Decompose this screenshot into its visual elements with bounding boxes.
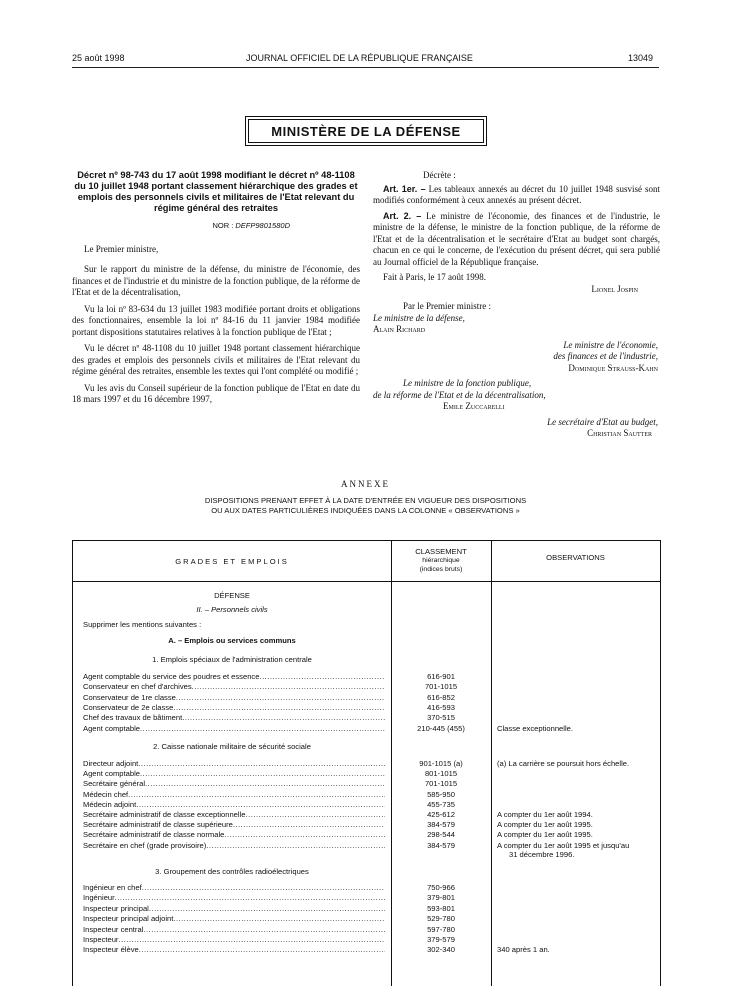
grade-label: Agent comptable ..... xyxy=(83,724,385,733)
fait-a-paris: Fait à Paris, le 17 août 1998. xyxy=(383,272,486,282)
ministry-title: MINISTÈRE DE LA DÉFENSE xyxy=(245,116,487,146)
annexe-subtitle-line-2: OU AUX DATES PARTICULIÈRES INDIQUÉES DANS LA COLONNE « OBSERVATIONS » xyxy=(211,506,520,515)
observation: A compter du 1er août 1995. xyxy=(497,820,593,830)
classement-value: 801-1015 xyxy=(424,769,458,779)
grade-label: Conservateur de 2e classe ..... xyxy=(83,703,385,712)
grade-label: Chef des travaux de bâtiment ..... xyxy=(83,713,385,722)
table-row xyxy=(73,800,660,809)
classement-value: 701-1015 xyxy=(424,682,458,692)
header-date: 25 août 1998 xyxy=(72,53,125,63)
table-row xyxy=(73,945,660,954)
eco-minister-title: Le ministre de l'économie, xyxy=(563,339,658,350)
budget-secretary-name: Christian Sautter xyxy=(587,428,652,438)
signer-premier-ministre: Lionel Jospin xyxy=(591,283,638,294)
grade-label: Ingénieur en chef ..... xyxy=(83,883,385,892)
grade-label: Secrétaire en chef (grade provisoire) ..... xyxy=(83,841,385,850)
classement-value: 585-950 xyxy=(427,789,455,799)
classement-value: 750-966 xyxy=(427,883,455,892)
visa-paragraph: Vu la loi nº 83-634 du 13 juillet 1983 modifiée portant droits et obligations des fonctionnaires, ensemble la loi nº 84-16 du 11 janvier 1984 modifiée portant dispositions statutaires relatives à la fonction publique de l'Etat ; xyxy=(72,303,360,337)
classement-value: 597-780 xyxy=(427,924,455,934)
header-classement: CLASSEMENT hiérarchique (indices bruts) xyxy=(415,547,467,573)
visa-paragraph: Sur le rapport du ministre de la défense, du ministre de l'économie, des finances et de l'industrie et du ministre de la fonction publique, de la réforme de l'Etat et de la décentralisation, xyxy=(72,264,360,297)
section-a: A. – Emplois ou services communs xyxy=(168,636,296,645)
grade-label: Directeur adjoint ..... xyxy=(83,759,385,768)
grade-label: Secrétaire général ..... xyxy=(83,779,385,788)
grade-label: Conservateur en chef d'archives ..... xyxy=(83,682,385,691)
grade-label: Inspecteur central ..... xyxy=(83,925,385,934)
fp-minister-name: Emile Zuccarelli xyxy=(443,401,505,411)
classement-value: 616-852 xyxy=(427,692,455,702)
header-divider xyxy=(73,581,660,582)
table-row xyxy=(73,925,660,934)
grade-label: Agent comptable du service des poudres et essence ..... xyxy=(83,672,385,681)
classement-value: 455-735 xyxy=(427,799,455,809)
observation-continued: 31 décembre 1996. xyxy=(509,850,575,859)
classement-value: 370-515 xyxy=(427,713,455,723)
table-row xyxy=(73,935,660,944)
nor-code: DEFP9801580D xyxy=(235,221,290,230)
table-row xyxy=(73,703,660,712)
table-row xyxy=(73,769,660,778)
table-row xyxy=(73,682,660,691)
visa-paragraph: Vu les avis du Conseil supérieur de la fonction publique de l'Etat en date du 18 mars 1997 et du 16 décembre 1997, xyxy=(72,382,360,404)
visa-paragraph: Vu le décret nº 48-1108 du 10 juillet 1948 portant classement hiérarchique des grades et emplois des personnels civils et militaires de l'Etat relevant du régime général des retraites, ensemble les textes qui l'ont complété ou modifié ; xyxy=(72,343,360,376)
table-row xyxy=(73,841,660,850)
classement-value: 379-579 xyxy=(427,935,455,944)
table-row xyxy=(73,790,660,799)
table-row xyxy=(73,820,660,829)
section-personnels-civils: II. – Personnels civils xyxy=(196,605,268,614)
classement-value: 384-579 xyxy=(427,820,455,830)
classement-value: 616-901 xyxy=(427,672,455,681)
article-2: Art. 2. – Le ministre de l'économie, des finances et de l'industrie, le ministre de la défense, le ministre de la fonction publique, de la réforme de l'Etat et de la décentralisation et le secrétaire d'Etat au budget sont chargés, chacun en ce qui le concerne, de l'exécution du présent décret, qui sera publié au Journal officiel de la République française. xyxy=(373,210,660,267)
table-row xyxy=(73,830,660,839)
grade-label: Ingénieur ..... xyxy=(83,893,385,902)
group-1-title: 1. Emplois spéciaux de l'administration centrale xyxy=(152,655,312,664)
premier-ministre: Le Premier ministre, xyxy=(84,243,159,254)
budget-secretary-title: Le secrétaire d'Etat au budget, xyxy=(547,416,658,427)
observation: 340 après 1 an. xyxy=(497,945,550,955)
classement-value: 384-579 xyxy=(427,840,455,850)
observation: (a) La carrière se poursuit hors échelle. xyxy=(497,759,630,768)
table-row xyxy=(73,693,660,702)
supprimer-mentions: Supprimer les mentions suivantes : xyxy=(83,620,202,629)
grade-label: Inspecteur principal adjoint ..... xyxy=(83,914,385,923)
grade-label: Secrétaire administratif de classe exceptionnelle ..... xyxy=(83,810,385,819)
table-row xyxy=(73,810,660,819)
table-row xyxy=(73,724,660,733)
annexe-table xyxy=(72,540,661,986)
classement-value: 529-780 xyxy=(427,914,455,924)
table-row xyxy=(73,713,660,722)
defense-minister-title: Le ministre de la défense, xyxy=(373,312,465,323)
classement-value: 425-612 xyxy=(427,810,455,819)
table-row xyxy=(73,759,660,768)
table-row xyxy=(73,893,660,902)
classement-value: 298-544 xyxy=(427,830,455,840)
observation: Classe exceptionnelle. xyxy=(497,723,573,733)
table-row xyxy=(73,914,660,923)
classement-value: 901-1015 (a) xyxy=(419,759,463,768)
annexe-subtitle xyxy=(0,496,731,516)
classement-value: 701-1015 xyxy=(424,779,458,789)
observation: A compter du 1er août 1995 et jusqu'au xyxy=(497,840,630,850)
observation: A compter du 1er août 1995. xyxy=(497,830,593,840)
fp-minister-title: Le ministre de la fonction publique, xyxy=(403,378,532,388)
header-grades: GRADES ET EMPLOIS xyxy=(175,557,289,566)
grade-label: Médecin adjoint ..... xyxy=(83,800,385,809)
left-column xyxy=(72,170,360,411)
observation: A compter du 1er août 1994. xyxy=(497,810,593,819)
group-2-title: 2. Caisse nationale militaire de sécurité sociale xyxy=(153,742,311,751)
defense-minister-name: Alain Richard xyxy=(373,324,426,334)
table-row xyxy=(73,672,660,681)
annexe-title: ANNEXE xyxy=(341,479,390,489)
classement-value: 416-593 xyxy=(427,702,455,712)
grade-label: Inspecteur ..... xyxy=(83,935,385,944)
fp-minister-title-2: de la réforme de l'Etat et de la décentralisation, xyxy=(373,389,546,400)
classement-value: 210-445 (455) xyxy=(417,723,465,733)
annexe-subtitle-line-1: DISPOSITIONS PRENANT EFFET À LA DATE D'ENTRÉE EN VIGUEUR DES DISPOSITIONS xyxy=(204,496,527,505)
header-rule xyxy=(72,67,659,68)
header-observations: OBSERVATIONS xyxy=(546,553,605,562)
group-3-title: 3. Groupement des contrôles radioélectriques xyxy=(155,867,309,876)
grade-label: Inspecteur principal ..... xyxy=(83,904,385,913)
grade-label: Médecin chef ..... xyxy=(83,790,385,799)
decree-title: Décret nº 98-743 du 17 août 1998 modifiant le décret nº 48-1108 du 10 juillet 1948 portant classement hiérarchique des grades et emplois des personnels civils et militaires de l'Etat relevant du régime général des retraites xyxy=(74,170,358,213)
grade-label: Inspecteur élève ..... xyxy=(83,945,385,954)
classement-value: 302-340 xyxy=(427,945,455,955)
nor-line: NOR : DEFP9801580D xyxy=(212,221,290,230)
classement-value: 593-801 xyxy=(427,903,455,913)
table-row xyxy=(73,883,660,892)
section-defense: DÉFENSE xyxy=(214,591,250,600)
classement-value: 379-801 xyxy=(427,893,455,903)
table-row xyxy=(73,779,660,788)
grade-label: Secrétaire administratif de classe normale ..... xyxy=(83,830,385,839)
grade-label: Conservateur de 1re classe ..... xyxy=(83,693,385,702)
eco-minister-name: Dominique Strauss-Kahn xyxy=(568,362,658,373)
grade-label: Secrétaire administratif de classe supérieure ..... xyxy=(83,820,385,829)
eco-minister-title-2: des finances et de l'industrie, xyxy=(553,351,658,361)
par-premier-ministre: Par le Premier ministre : xyxy=(403,301,491,311)
page-number: 13049 xyxy=(628,53,654,63)
journal-title: JOURNAL OFFICIEL DE LA RÉPUBLIQUE FRANÇAISE xyxy=(246,53,473,63)
article-1: Art. 1er. – Les tableaux annexés au décret du 10 juillet 1948 susvisé sont modifiés conformément à ceux annexés au présent décret. xyxy=(373,183,660,205)
table-row xyxy=(73,904,660,913)
right-column xyxy=(373,170,660,440)
grade-label: Agent comptable ..... xyxy=(83,769,385,778)
decrete: Décrète : xyxy=(423,170,456,180)
